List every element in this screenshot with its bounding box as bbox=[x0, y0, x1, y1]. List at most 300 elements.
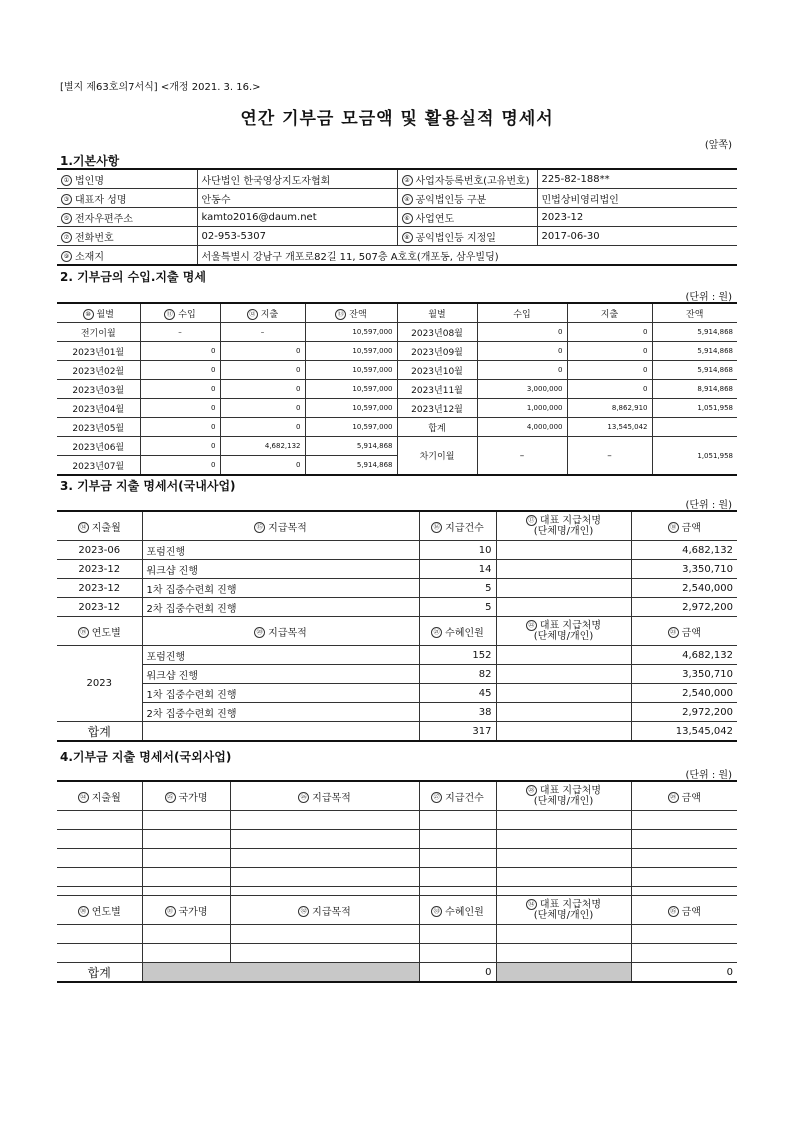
field-value bbox=[197, 189, 397, 208]
col-header bbox=[419, 511, 496, 541]
expense-cell bbox=[220, 399, 305, 418]
field-value-text: 2017-06-30 bbox=[541, 230, 600, 242]
col-header bbox=[631, 511, 737, 541]
field-label-text: 공익법인등 구분 bbox=[415, 194, 487, 206]
recipient-cell bbox=[496, 579, 631, 598]
header-row bbox=[57, 781, 737, 811]
empty-row bbox=[57, 868, 737, 887]
section-4-title: 4.기부금 지출 명세서(국외사업) bbox=[60, 750, 232, 764]
empty-cell bbox=[57, 830, 142, 849]
field-value-text: 2023-12 bbox=[541, 211, 584, 223]
col-header-text: 수입 bbox=[513, 309, 531, 320]
total-count bbox=[419, 963, 496, 983]
total-amount bbox=[631, 722, 737, 742]
empty-row bbox=[57, 849, 737, 868]
header-row bbox=[57, 617, 737, 646]
field-value-text: 225-82-188** bbox=[541, 173, 610, 185]
header-row bbox=[57, 896, 737, 925]
balance-cell-text: 1,051,958 bbox=[697, 404, 733, 412]
amount-cell bbox=[631, 560, 737, 579]
income-cell-text: 0 bbox=[211, 461, 216, 469]
month-cell bbox=[57, 560, 142, 579]
empty-cell bbox=[631, 830, 737, 849]
total-label bbox=[57, 722, 142, 742]
month-cell-text: 2023년11월 bbox=[411, 385, 463, 396]
balance-cell-text: 10,597,000 bbox=[352, 423, 393, 431]
balance-cell-text: 10,597,000 bbox=[352, 366, 393, 374]
count-cell-text: 10 bbox=[478, 544, 492, 556]
expense-row bbox=[57, 560, 737, 579]
expense-row bbox=[57, 598, 737, 617]
item-number-badge: ① bbox=[61, 175, 72, 186]
purpose-cell-text: 1차 집중수련회 진행 bbox=[146, 584, 237, 596]
col-header-text: 금액 bbox=[681, 792, 701, 804]
income-cell bbox=[140, 456, 220, 476]
month-cell bbox=[397, 361, 477, 380]
month-cell bbox=[57, 342, 140, 361]
field-label-text: 대표자 성명 bbox=[75, 194, 127, 206]
expense-cell-text: – bbox=[260, 328, 265, 336]
page-side-note: (앞쪽) bbox=[704, 140, 732, 151]
empty-cell bbox=[419, 887, 496, 896]
income-cell-text: 0 bbox=[211, 404, 216, 412]
month-cell bbox=[397, 380, 477, 399]
month-cell-text: 2023년10월 bbox=[411, 366, 463, 377]
field-value bbox=[197, 208, 397, 227]
total-shaded bbox=[142, 963, 419, 983]
col-header-text: 지출 bbox=[600, 309, 619, 320]
income-cell bbox=[477, 399, 567, 418]
balance-cell bbox=[652, 342, 737, 361]
empty-cell bbox=[57, 868, 142, 887]
item-number-badge: ㉟ bbox=[668, 906, 679, 917]
amount-cell bbox=[631, 665, 737, 684]
month-row bbox=[57, 323, 737, 342]
item-number-badge: ㉘ bbox=[526, 785, 537, 796]
header-line bbox=[501, 515, 627, 527]
beneficiary-count-cell bbox=[419, 703, 496, 722]
expense-cell bbox=[567, 380, 652, 399]
empty-cell bbox=[631, 811, 737, 830]
yearly-row bbox=[57, 684, 737, 703]
month-cell bbox=[397, 399, 477, 418]
empty-cell bbox=[631, 925, 737, 944]
header-line-1: 대표 지급처명 bbox=[539, 620, 602, 632]
empty-cell bbox=[419, 849, 496, 868]
purpose-cell bbox=[142, 703, 419, 722]
info-row bbox=[57, 227, 737, 246]
month-cell-text: 2023년04월 bbox=[72, 404, 125, 415]
col-header-text: 금액 bbox=[681, 522, 701, 534]
empty-cell bbox=[496, 811, 631, 830]
purpose-cell bbox=[142, 598, 419, 617]
income-cell-text: 0 bbox=[211, 423, 216, 431]
empty-cell bbox=[496, 925, 631, 944]
col-header bbox=[496, 781, 631, 811]
item-number-badge: ⑧ bbox=[402, 232, 413, 243]
count-cell bbox=[419, 541, 496, 560]
field-label bbox=[397, 227, 537, 246]
month-cell-text: 2023-12 bbox=[78, 563, 121, 575]
balance-cell bbox=[305, 418, 397, 437]
balance-cell bbox=[305, 380, 397, 399]
month-cell-text: 2023년09월 bbox=[411, 347, 463, 358]
col-header bbox=[496, 617, 631, 646]
income-cell-text: 0 bbox=[558, 366, 563, 374]
balance-cell-text: 5,914,868 bbox=[697, 366, 733, 374]
col-header bbox=[57, 781, 142, 811]
col-header-text: 금액 bbox=[681, 627, 701, 639]
expense-cell bbox=[220, 418, 305, 437]
month-cell bbox=[397, 323, 477, 342]
empty-cell bbox=[419, 811, 496, 830]
empty-row bbox=[57, 925, 737, 944]
balance-cell bbox=[652, 399, 737, 418]
col-header bbox=[496, 511, 631, 541]
empty-cell bbox=[142, 811, 230, 830]
col-header bbox=[142, 617, 419, 646]
col-header bbox=[652, 303, 737, 323]
balance-cell bbox=[305, 399, 397, 418]
header-row bbox=[57, 511, 737, 541]
year-cell bbox=[57, 646, 142, 722]
two-line-header bbox=[501, 899, 627, 922]
income-cell-text: 0 bbox=[211, 442, 216, 450]
item-number-badge: ⑯ bbox=[431, 522, 442, 533]
expense-cell-text: 8,862,910 bbox=[611, 404, 648, 412]
page-title: 연간 기부금 모금액 및 활용실적 명세서 bbox=[240, 109, 554, 129]
col-header bbox=[57, 303, 140, 323]
expense-cell-text: 0 bbox=[643, 366, 648, 374]
col-header-text: 연도별 bbox=[91, 627, 121, 639]
empty-cell bbox=[142, 925, 230, 944]
month-cell bbox=[57, 598, 142, 617]
income-cell bbox=[477, 361, 567, 380]
month-cell bbox=[397, 418, 477, 437]
empty-cell bbox=[496, 944, 631, 963]
col-header bbox=[220, 303, 305, 323]
expense-cell-text: 4,682,132 bbox=[264, 442, 301, 450]
income-cell-text: 0 bbox=[211, 347, 216, 355]
two-line-header bbox=[501, 515, 627, 538]
header-line bbox=[501, 785, 627, 797]
balance-cell bbox=[305, 437, 397, 456]
expense-cell-text: 0 bbox=[643, 385, 648, 393]
expense-cell bbox=[220, 323, 305, 342]
col-header bbox=[631, 617, 737, 646]
col-header-text: 지출월 bbox=[91, 792, 121, 804]
field-value bbox=[537, 169, 737, 189]
count-cell-text: 5 bbox=[485, 582, 492, 594]
carry-month bbox=[397, 437, 477, 476]
empty-cell bbox=[230, 944, 419, 963]
purpose-cell bbox=[142, 646, 419, 665]
income-cell-text: 3,000,000 bbox=[526, 385, 563, 393]
item-number-badge: ㉜ bbox=[298, 906, 309, 917]
balance-cell-text: 5,914,868 bbox=[697, 347, 733, 355]
total-amount bbox=[631, 963, 737, 983]
amount-cell-text: 2,972,200 bbox=[682, 601, 733, 613]
balance-cell-text: 10,597,000 bbox=[352, 404, 393, 412]
field-label-text: 소재지 bbox=[75, 251, 104, 263]
col-header-text: 월별 bbox=[96, 309, 114, 320]
section-4-unit: (단위 : 원) bbox=[685, 770, 732, 781]
domestic-expense-table bbox=[57, 510, 737, 742]
amount-cell bbox=[631, 703, 737, 722]
month-row bbox=[57, 399, 737, 418]
section-3-title: 3. 기부금 지출 명세서(국내사업) bbox=[60, 479, 236, 493]
month-cell-text: 합계 bbox=[428, 423, 446, 434]
item-number-badge: ㉑ bbox=[431, 627, 442, 638]
empty-cell bbox=[230, 868, 419, 887]
income-cell-text: 1,000,000 bbox=[526, 404, 563, 412]
field-value-text: 02-953-5307 bbox=[201, 230, 266, 242]
field-label-text: 사업자등록번호(고유번호) bbox=[415, 175, 530, 187]
amount-cell-text: 3,350,710 bbox=[682, 668, 733, 680]
amount-cell-text: 2,540,000 bbox=[682, 582, 733, 594]
carry-income bbox=[477, 437, 567, 476]
col-header-text: 월별 bbox=[428, 309, 446, 320]
empty-cell bbox=[631, 849, 737, 868]
expense-cell bbox=[220, 380, 305, 399]
income-cell bbox=[140, 342, 220, 361]
total-empty bbox=[496, 722, 631, 742]
item-number-badge: ② bbox=[402, 175, 413, 186]
col-header-text: 지급건수 bbox=[445, 522, 484, 534]
item-number-badge: ㉔ bbox=[78, 792, 89, 803]
balance-cell-text: 5,914,868 bbox=[356, 461, 393, 469]
field-value-text: 민법상비영리법인 bbox=[541, 194, 619, 206]
field-label-text: 공익법인등 지정일 bbox=[415, 232, 496, 244]
empty-row bbox=[57, 811, 737, 830]
income-cell-text: 4,000,000 bbox=[526, 423, 563, 431]
info-row bbox=[57, 189, 737, 208]
col-header bbox=[567, 303, 652, 323]
col-header bbox=[57, 617, 142, 646]
purpose-cell-text: 2차 집중수련회 진행 bbox=[146, 603, 237, 615]
col-header-text: 지급건수 bbox=[445, 792, 484, 804]
field-value-text: kamto2016@daum.net bbox=[201, 211, 317, 223]
expense-cell-text: 0 bbox=[296, 404, 301, 412]
expense-cell bbox=[567, 361, 652, 380]
amount-cell-text: 4,682,132 bbox=[682, 649, 733, 661]
col-header-text: 수혜인원 bbox=[445, 627, 484, 639]
carry-month-text: 차기이월 bbox=[419, 452, 455, 462]
beneficiary-count-cell-text: 82 bbox=[478, 668, 492, 680]
header-row bbox=[57, 303, 737, 323]
col-header-text: 연도별 bbox=[91, 906, 121, 918]
item-number-badge: ⑪ bbox=[164, 309, 175, 320]
expense-cell bbox=[220, 437, 305, 456]
month-cell bbox=[57, 579, 142, 598]
income-expense-table bbox=[57, 302, 737, 476]
field-label bbox=[397, 189, 537, 208]
empty-cell bbox=[142, 849, 230, 868]
month-cell-text: 2023-12 bbox=[78, 582, 121, 594]
col-header-text: 지출 bbox=[260, 309, 279, 320]
field-label-text: 전화번호 bbox=[75, 232, 114, 244]
amount-cell bbox=[631, 541, 737, 560]
col-header-text: 국가명 bbox=[178, 792, 208, 804]
col-header-text: 수혜인원 bbox=[445, 906, 484, 918]
col-header bbox=[142, 896, 230, 925]
month-cell-text: 2023년08월 bbox=[411, 328, 463, 339]
count-cell bbox=[419, 579, 496, 598]
month-cell bbox=[57, 399, 140, 418]
col-header bbox=[419, 781, 496, 811]
income-cell-text: 0 bbox=[558, 347, 563, 355]
item-number-badge: ㉖ bbox=[298, 792, 309, 803]
item-number-badge: ⑭ bbox=[78, 522, 89, 533]
empty-cell bbox=[142, 830, 230, 849]
expense-cell bbox=[220, 456, 305, 476]
income-cell bbox=[477, 342, 567, 361]
amount-cell-text: 2,540,000 bbox=[682, 687, 733, 699]
col-header bbox=[230, 896, 419, 925]
month-cell-text: 2023년12월 bbox=[411, 404, 463, 415]
month-row bbox=[57, 380, 737, 399]
field-label bbox=[397, 208, 537, 227]
expense-cell-text: 0 bbox=[643, 347, 648, 355]
item-number-badge: ㉓ bbox=[668, 627, 679, 638]
field-value bbox=[197, 227, 397, 246]
recipient-cell bbox=[496, 684, 631, 703]
address-value-text: 서울특별시 강남구 개포로82길 11, 507층 A호호(개포동, 삼우빌딩) bbox=[201, 251, 499, 263]
total-amount-text: 0 bbox=[726, 966, 733, 978]
amount-cell-text: 3,350,710 bbox=[682, 563, 733, 575]
month-cell bbox=[57, 541, 142, 560]
amount-cell bbox=[631, 598, 737, 617]
total-empty bbox=[142, 722, 419, 742]
count-cell bbox=[419, 598, 496, 617]
col-header bbox=[477, 303, 567, 323]
month-cell bbox=[57, 418, 140, 437]
month-cell bbox=[57, 323, 140, 342]
item-number-badge: ⑨ bbox=[61, 251, 72, 262]
item-number-badge: ⑤ bbox=[61, 213, 72, 224]
purpose-cell bbox=[142, 541, 419, 560]
field-label-text: 전자우편주소 bbox=[75, 213, 133, 225]
item-number-badge: ⑱ bbox=[668, 522, 679, 533]
field-label bbox=[57, 227, 197, 246]
recipient-cell bbox=[496, 703, 631, 722]
col-header-text: 잔액 bbox=[686, 309, 704, 320]
field-value bbox=[537, 208, 737, 227]
empty-row bbox=[57, 944, 737, 963]
expense-cell bbox=[220, 342, 305, 361]
recipient-cell bbox=[496, 598, 631, 617]
purpose-cell bbox=[142, 665, 419, 684]
balance-cell bbox=[305, 361, 397, 380]
income-cell bbox=[140, 399, 220, 418]
month-cell bbox=[57, 380, 140, 399]
item-number-badge: ④ bbox=[402, 194, 413, 205]
balance-cell bbox=[652, 418, 737, 437]
col-header bbox=[419, 896, 496, 925]
empty-cell bbox=[142, 868, 230, 887]
info-row bbox=[57, 208, 737, 227]
col-header-text: 지급목적 bbox=[312, 906, 351, 918]
purpose-cell bbox=[142, 579, 419, 598]
income-cell bbox=[477, 418, 567, 437]
item-number-badge: ㉒ bbox=[526, 620, 537, 631]
form-number: [별지 제63호의7서식] <개정 2021. 3. 16.> bbox=[60, 82, 261, 93]
month-row bbox=[57, 361, 737, 380]
count-cell-text: 5 bbox=[485, 601, 492, 613]
beneficiary-count-cell bbox=[419, 684, 496, 703]
total-label-text: 합계 bbox=[87, 724, 111, 739]
item-number-badge: ⑮ bbox=[254, 522, 265, 533]
field-label-text: 사업연도 bbox=[415, 213, 455, 225]
income-cell bbox=[140, 361, 220, 380]
total-shaded bbox=[496, 963, 631, 983]
col-header-text: 국가명 bbox=[178, 906, 208, 918]
empty-cell bbox=[631, 887, 737, 896]
header-line-2: (단체명/개인) bbox=[533, 526, 594, 538]
empty-cell bbox=[419, 944, 496, 963]
two-line-header bbox=[501, 785, 627, 808]
item-number-badge: ㉝ bbox=[431, 906, 442, 917]
month-cell bbox=[57, 456, 140, 476]
empty-cell bbox=[57, 849, 142, 868]
month-cell-text: 2023년03월 bbox=[72, 385, 125, 396]
month-cell bbox=[57, 437, 140, 456]
col-header bbox=[142, 781, 230, 811]
total-row bbox=[57, 963, 737, 983]
income-cell-text: 0 bbox=[211, 366, 216, 374]
expense-cell bbox=[567, 399, 652, 418]
item-number-badge: ㉛ bbox=[165, 906, 176, 917]
balance-cell bbox=[652, 380, 737, 399]
total-row bbox=[57, 722, 737, 742]
item-number-badge: ㉙ bbox=[668, 792, 679, 803]
purpose-cell-text: 2차 집중수련회 진행 bbox=[146, 708, 237, 720]
item-number-badge: ⑥ bbox=[402, 213, 413, 224]
empty-cell bbox=[57, 925, 142, 944]
field-label bbox=[57, 208, 197, 227]
balance-cell-text: 10,597,000 bbox=[352, 347, 393, 355]
month-cell-text: 2023년05월 bbox=[72, 423, 125, 434]
header-line-1: 대표 지급처명 bbox=[539, 899, 602, 911]
carry-expense bbox=[567, 437, 652, 476]
empty-row bbox=[57, 830, 737, 849]
empty-cell bbox=[230, 830, 419, 849]
total-label bbox=[57, 963, 142, 983]
header-line-2: (단체명/개인) bbox=[533, 910, 594, 922]
balance-cell bbox=[305, 342, 397, 361]
col-header bbox=[496, 896, 631, 925]
field-value bbox=[197, 169, 397, 189]
expense-cell-text: 0 bbox=[296, 423, 301, 431]
expense-cell bbox=[567, 323, 652, 342]
month-cell-text: 2023년01월 bbox=[72, 347, 125, 358]
item-number-badge: ㉚ bbox=[78, 906, 89, 917]
expense-cell-text: 0 bbox=[296, 385, 301, 393]
balance-cell bbox=[305, 323, 397, 342]
income-cell bbox=[140, 437, 220, 456]
empty-cell bbox=[419, 868, 496, 887]
header-line bbox=[501, 620, 627, 632]
item-number-badge: ⑫ bbox=[247, 309, 258, 320]
income-cell-text: 0 bbox=[558, 328, 563, 336]
expense-cell-text: 0 bbox=[296, 461, 301, 469]
expense-row bbox=[57, 579, 737, 598]
empty-cell bbox=[230, 811, 419, 830]
empty-cell bbox=[230, 925, 419, 944]
header-line-2: (단체명/개인) bbox=[533, 796, 594, 808]
count-cell-text: 14 bbox=[478, 563, 492, 575]
beneficiary-count-cell bbox=[419, 646, 496, 665]
